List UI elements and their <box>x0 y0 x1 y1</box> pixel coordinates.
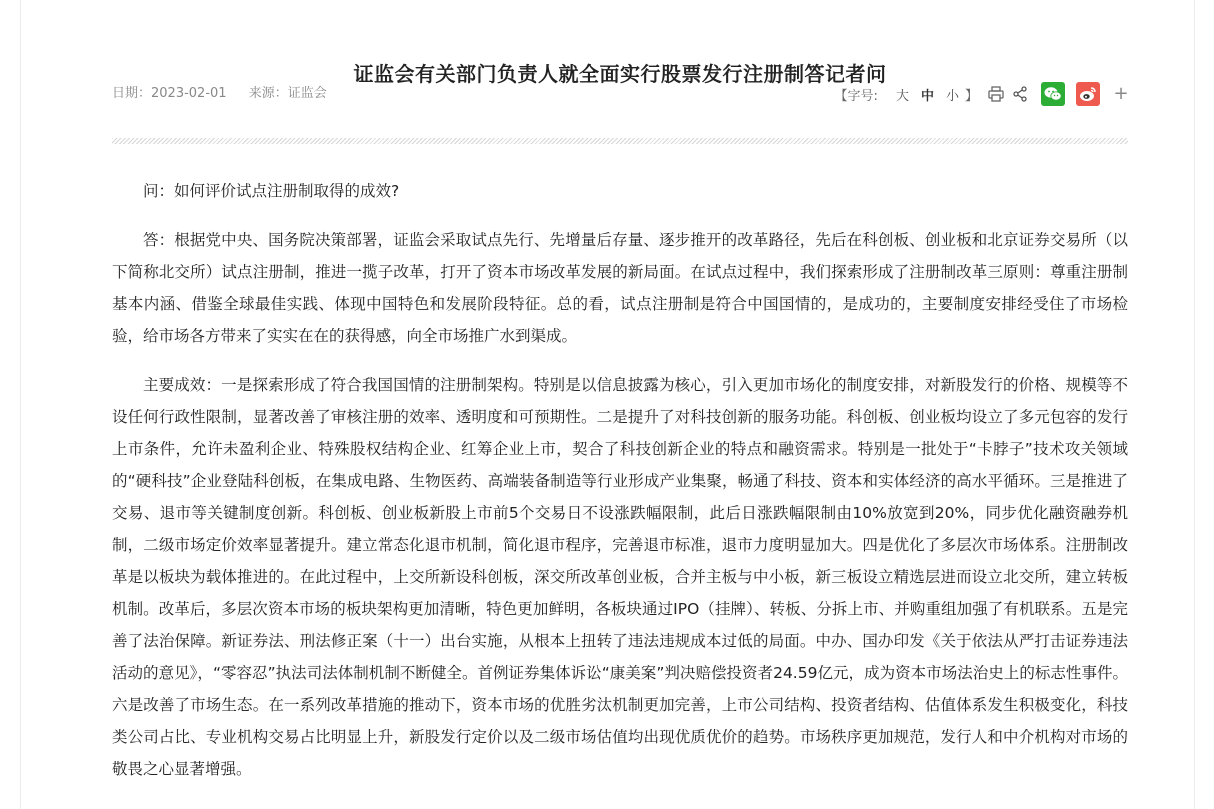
publish-date: 日期：2023-02-01 <box>112 86 227 101</box>
article-toolbar <box>835 82 1128 106</box>
font-size-small-button[interactable]: 小 <box>945 88 959 104</box>
print-icon[interactable] <box>986 84 1006 104</box>
article-source: 来源：证监会 <box>248 86 327 101</box>
font-size-large-button[interactable]: 大 <box>895 88 909 104</box>
font-size-label: 【字号: <box>834 88 878 104</box>
font-size-bracket: 】 <box>964 88 978 104</box>
meta-info <box>112 82 345 106</box>
page-border-right <box>1194 0 1195 809</box>
weibo-icon[interactable] <box>1076 82 1100 106</box>
page-border-left <box>20 0 21 809</box>
article-body <box>112 175 1128 802</box>
paragraph-answer: 答：根据党中央、国务院决策部署，证监会采取试点先行、先增量后存量、逐步推开的改革路径，先后在科创板、创业板和北京证券交易所（以下简称北交所）试点注册制，推进一揽子改革，打开了资本市场改革发展的新局面。在试点过程中，我们探索形成了注册制改革三原则：尊重注册制基本内涵、借鉴全球最佳实践、体现中国特色和发展阶段特征。总的看，试点注册制是符合中国国情的，是成功的，主要制度安排经受住了市场检验，给市场各方带来了实实在在的获得感，向全市场推广水到渠成。 <box>112 231 1128 345</box>
article-title: 证监会有关部门负责人就全面实行股票发行注册制答记者问 <box>353 62 887 86</box>
article-meta <box>112 83 1129 114</box>
font-size-medium-button[interactable]: 中 <box>920 88 934 104</box>
plus-icon[interactable]: + <box>1113 83 1129 104</box>
header-divider <box>112 138 1128 144</box>
article-container <box>112 0 1129 778</box>
paragraph-achievements: 主要成效：一是探索形成了符合我国国情的注册制架构。特别是以信息披露为核心，引入更加市场化的制度安排，对新股发行的价格、规模等不设任何行政性限制，显著改善了审核注册的效率、透明度和可预期性。二是提升了对科技创新的服务功能。科创板、创业板均设立了多元包容的发行上市条件，允许未盈利企业、特殊股权结构企业、红筹企业上市，契合了科技创新企业的特点和融资需求。特别是一批处于“卡脖子”技术攻关领域的“硬科技”企业登陆科创板，在集成电路、生物医药、高端装备制造等行业形成产业集聚，畅通了科技、资本和实体经济的高水平循环。三是推进了交易、退市等关键制度创新。科创板、创业板新股上市前5个交易日不设涨跌幅限制，此后日涨跌幅限制由10%放宽到20%，同步优化融资融券机制，二级市场定价效率显著提升。建立常态化退市机制，简化退市程序，完善退市标准，退市力度明显加大。四是优化了多层次市场体系。注册制改革是以板块为载体推进的。在此过程中，上交所新设科创板，深交所改革创业板，合并主板与中小板，新三板设立精选层进而设立北交所，建立转板机制。改革后，多层次资本市场的板块架构更加清晰，特色更加鲜明，各板块通过IPO（挂牌）、转板、分拆上市、并购重组加强了有机联系。五是完善了法治保障。新证券法、刑法修正案（十一）出台实施，从根本上扭转了违法违规成本过低的局面。中办、国办印发《关于依法从严打击证券违法活动的意见》，“零容忍”执法司法体制机制不断健全。首例证券集体诉讼“康美案”判决赔偿投资者24.59亿元，成为资本市场法治史上的标志性事件。六是改善了市场生态。在一系列改革措施的推动下，资本市场的优胜劣汰机制更加完善，上市公司结构、投资者结构、估值体系发生积极变化，科技类公司占比、专业机构交易占比明显上升，新股发行定价以及二级市场估值均出现优质优价的趋势。市场秩序更加规范，发行人和中介机构对市场的敬畏之心显著增强。 <box>112 376 1128 778</box>
paragraph-question: 问：如何评价试点注册制取得的成效? <box>143 182 400 200</box>
wechat-icon[interactable] <box>1041 82 1065 106</box>
share-icon[interactable] <box>1010 84 1030 104</box>
